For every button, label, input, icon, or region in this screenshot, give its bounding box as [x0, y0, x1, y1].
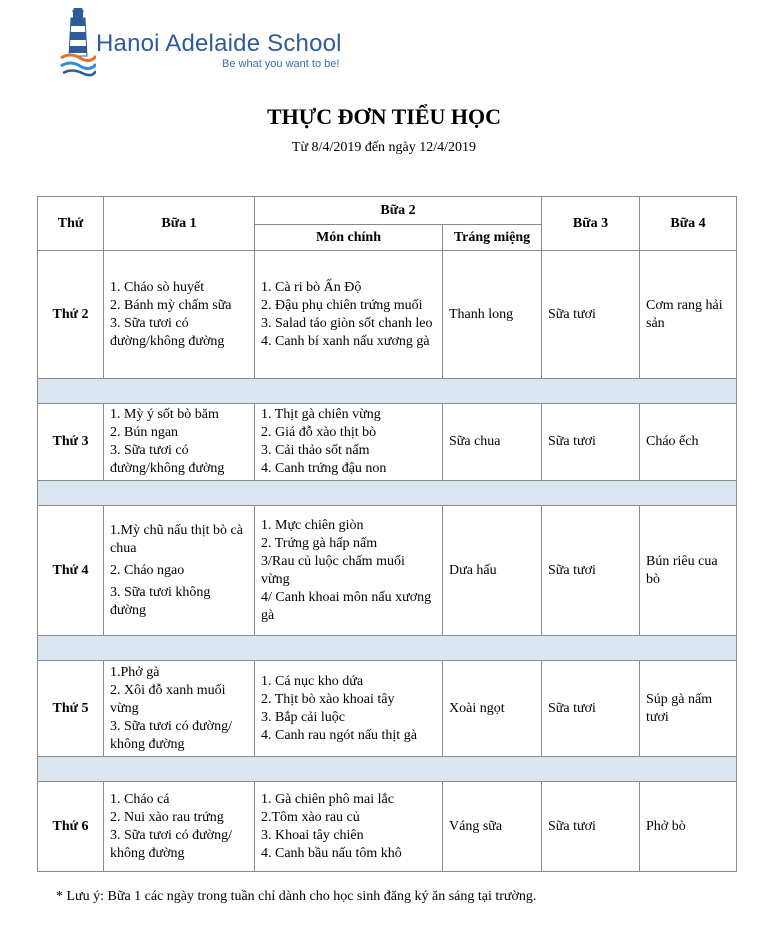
table-row: [38, 782, 737, 872]
meal3-cell: Sữa tươi: [542, 661, 640, 757]
main-dish-cell: [255, 251, 443, 379]
meal4-cell: Bún riêu cua bò: [640, 506, 737, 636]
meal3-cell: Sữa tươi: [542, 506, 640, 636]
school-tagline: Be what you want to be!: [222, 58, 340, 70]
list-item: 4/ Canh khoai môn nấu xương gà: [261, 589, 432, 623]
list-item: 1. Thịt gà chiên vừng: [261, 407, 381, 422]
main-dish-cell: [255, 506, 443, 636]
header-day: Thứ: [38, 197, 104, 251]
day-cell: Thứ 4: [38, 506, 104, 636]
list-item: 3. Sữa tươi không đường: [110, 584, 211, 618]
header-meal2: Bữa 2: [255, 197, 542, 225]
meal4-cell: Cơm rang hải sản: [640, 251, 737, 379]
separator-row: [38, 757, 737, 782]
day-cell: Thứ 3: [38, 404, 104, 481]
footnote: * Lưu ý: Bữa 1 các ngày trong tuần chỉ dành cho học sinh đăng ký ăn sáng tại trường.: [56, 889, 537, 904]
header-dessert: Tráng miệng: [443, 225, 542, 251]
main-dish-cell: [255, 661, 443, 757]
meal1-cell: [104, 782, 255, 872]
page-subtitle: Từ 8/4/2019 đến ngày 12/4/2019: [291, 140, 477, 155]
list-item: 1. Cá nục kho dứa: [261, 673, 364, 689]
lighthouse-icon: [60, 6, 96, 78]
list-item: 4. Canh rau ngót nấu thịt gà: [261, 727, 417, 743]
list-item: 1.Mỳ chũ nấu thịt bò cà chua: [110, 522, 243, 556]
list-item: 2. Thịt bò xào khoai tây: [261, 691, 395, 707]
list-item: 1. Cháo sò huyết: [110, 279, 205, 295]
list-item: 2. Trứng gà hấp nấm: [261, 535, 378, 551]
list-item: 2. Bún ngan: [110, 425, 179, 440]
header-meal3: Bữa 3: [542, 197, 640, 251]
day-cell: Thứ 5: [38, 661, 104, 757]
meal4-cell: Súp gà nấm tươi: [640, 661, 737, 757]
meal1-cell: [104, 404, 255, 481]
dessert-cell: Váng sữa: [443, 782, 542, 872]
meal1-cell: [104, 661, 255, 757]
separator-row: [38, 481, 737, 506]
list-item: 1. Gà chiên phô mai lắc: [261, 791, 394, 807]
main-dish-cell: [255, 404, 443, 481]
list-item: 3. Sữa tươi có đường/không đường: [110, 315, 225, 349]
school-name: Hanoi Adelaide School: [96, 30, 342, 57]
list-item: 4. Canh bầu nấu tôm khô: [261, 845, 402, 861]
meal4-cell: Phở bò: [640, 782, 737, 872]
list-item: 3. Sữa tươi có đường/ không đường: [110, 718, 232, 752]
list-item: 3. Bắp cải luộc: [261, 709, 345, 725]
list-item: 3. Sữa tươi có đường/không đường: [110, 443, 225, 476]
dessert-cell: Xoài ngọt: [443, 661, 542, 757]
header-main-dish: Món chính: [255, 225, 443, 251]
list-item: 1. Cháo cá: [110, 791, 170, 807]
list-item: 3. Khoai tây chiên: [261, 827, 364, 843]
list-item: 3/Rau củ luộc chấm muối vừng: [261, 553, 405, 587]
list-item: 1. Mực chiên giòn: [261, 517, 364, 533]
dessert-cell: Dưa hấu: [443, 506, 542, 636]
day-cell: Thứ 6: [38, 782, 104, 872]
meal3-cell: Sữa tươi: [542, 251, 640, 379]
page-title: THỰC ĐƠN TIỂU HỌC: [266, 104, 502, 129]
separator-row: [38, 379, 737, 404]
list-item: 4. Canh bí xanh nấu xương gà: [261, 333, 430, 349]
dessert-cell: Sữa chua: [443, 404, 542, 481]
list-item: 2. Nui xào rau trứng: [110, 809, 224, 825]
table-row: [38, 251, 737, 379]
meal3-cell: Sữa tươi: [542, 404, 640, 481]
list-item: 3. Sữa tươi có đường/ không đường: [110, 827, 232, 861]
list-item: 4. Canh trứng đậu non: [261, 461, 387, 476]
list-item: 2. Bánh mỳ chấm sữa: [110, 297, 232, 313]
separator-row: [38, 636, 737, 661]
menu-table: [37, 196, 737, 872]
list-item: 3. Salad táo giòn sốt chanh leo: [261, 315, 433, 331]
dessert-cell: Thanh long: [443, 251, 542, 379]
table-row: [38, 661, 737, 757]
list-item: 2. Giá đỗ xào thịt bò: [261, 425, 377, 440]
list-item: 1.Phở gà: [110, 664, 160, 680]
list-item: 1. Mỳ ý sốt bò băm: [110, 407, 219, 422]
table-row: [38, 404, 737, 481]
list-item: 2.Tôm xào rau củ: [261, 809, 360, 825]
meal1-cell: [104, 506, 255, 636]
table-row: [38, 506, 737, 636]
meal4-cell: Cháo ếch: [640, 404, 737, 481]
header-meal1: Bữa 1: [104, 197, 255, 251]
header-meal4: Bữa 4: [640, 197, 737, 251]
list-item: 2. Cháo ngao: [110, 562, 185, 578]
list-item: 2. Đậu phụ chiên trứng muối: [261, 297, 423, 313]
list-item: 3. Cải thảo sốt nấm: [261, 443, 370, 458]
list-item: 2. Xôi đỗ xanh muối vừng: [110, 682, 226, 716]
list-item: 1. Cà ri bò Ấn Độ: [261, 279, 362, 295]
main-dish-cell: [255, 782, 443, 872]
day-cell: Thứ 2: [38, 251, 104, 379]
meal3-cell: Sữa tươi: [542, 782, 640, 872]
meal1-cell: [104, 251, 255, 379]
